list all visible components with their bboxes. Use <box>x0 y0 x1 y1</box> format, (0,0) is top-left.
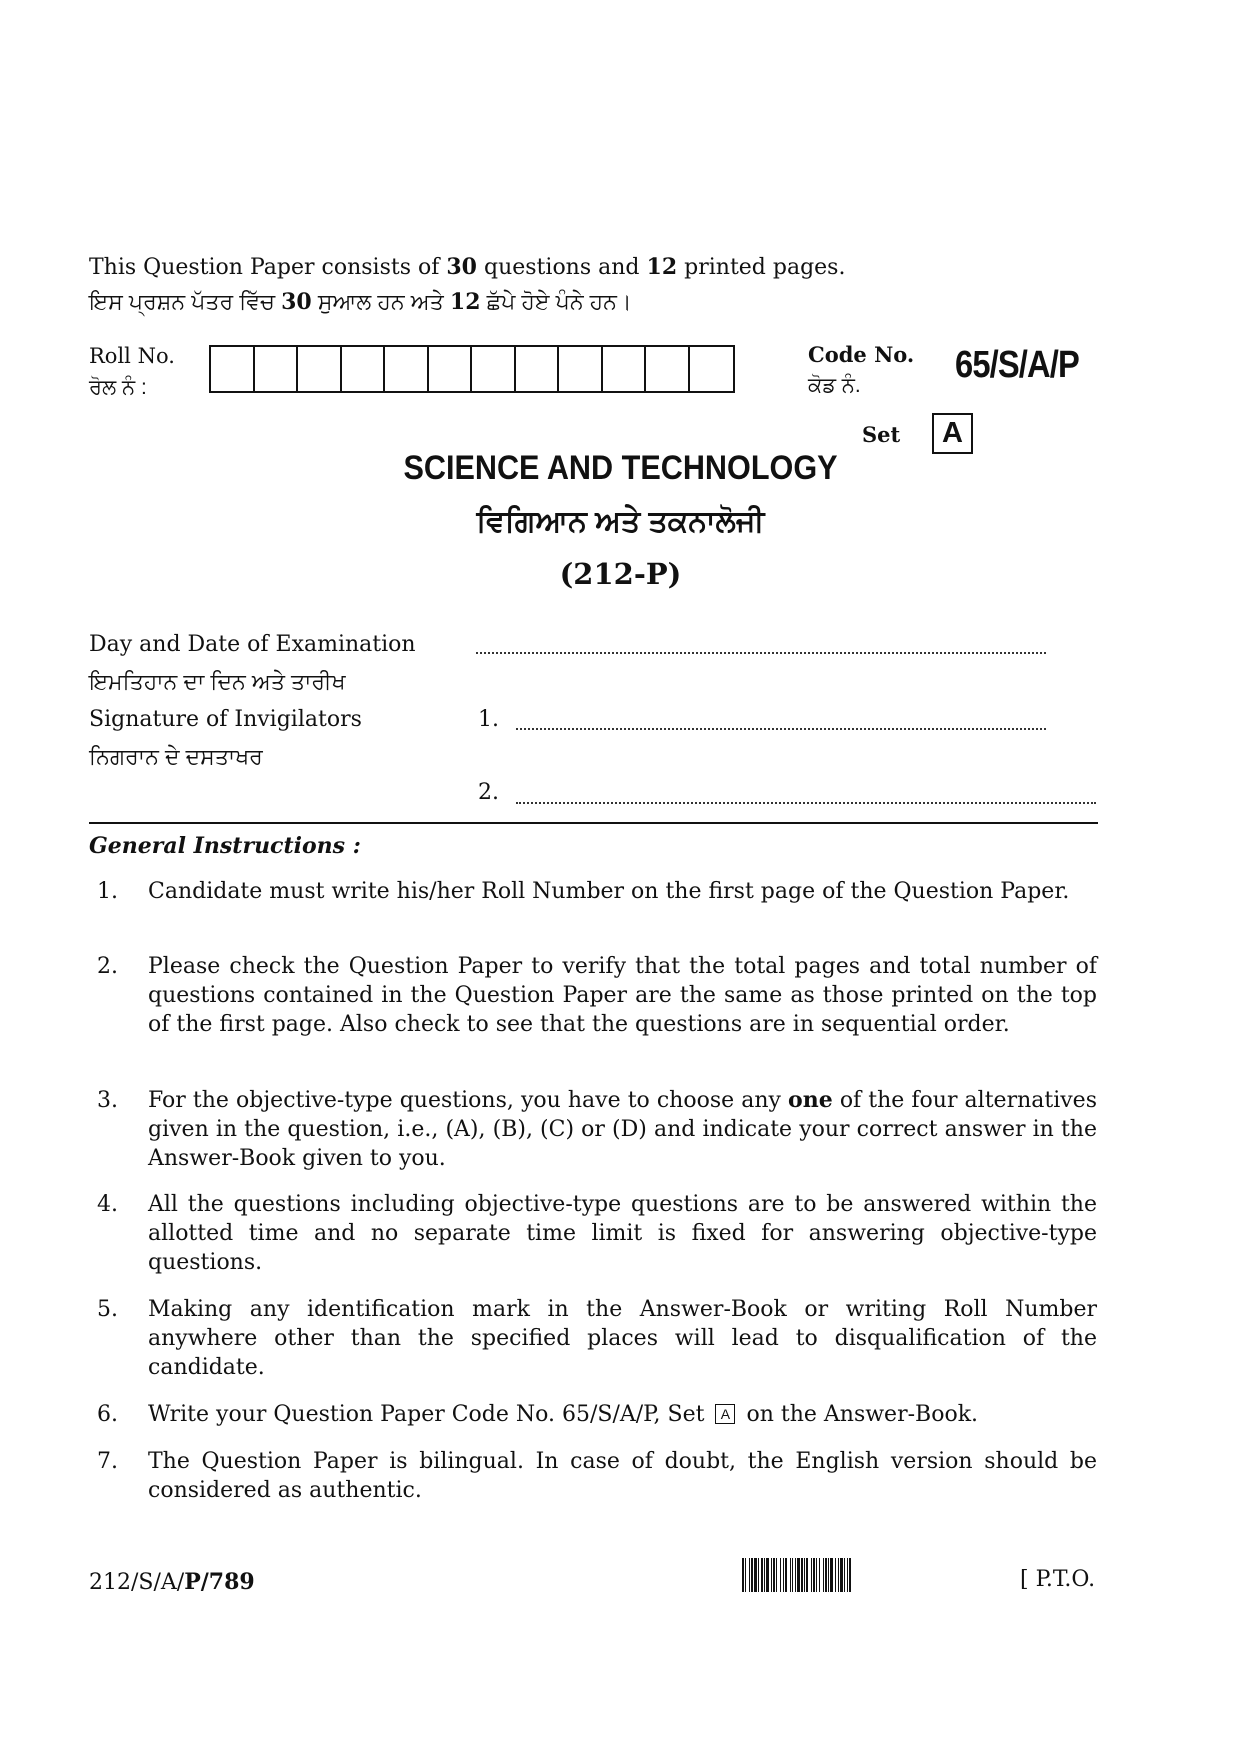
exam-date-label-pa: ਇਮਤਿਹਾਨ ਦਾ ਦਿਨ ਅਤੇ ਤਾਰੀਖ <box>89 669 346 694</box>
roll-number-box[interactable] <box>559 347 603 391</box>
roll-number-box[interactable] <box>472 347 516 391</box>
instruction-item-2: 2. Please check the Question Paper to verify that the total pages and total number of questions contained in the Question Paper are the same as those printed on the top of the first page. Also check to see that the questions are in sequential order. <box>97 954 1097 1037</box>
set-label: Set <box>862 422 901 447</box>
signature-1-line[interactable] <box>516 728 1046 730</box>
set-box-inline: A <box>715 1404 735 1424</box>
roll-number-box[interactable] <box>255 347 299 391</box>
exam-date-label-en: Day and Date of Examination <box>89 632 416 657</box>
question-count-line-pa: ਇਸ ਪ੍ਰਸ਼ਨ ਪੱਤਰ ਵਿੱਚ 30 ਸੁਆਲ ਹਨ ਅਤੇ 12 ਛੱਪੇ ਹੋਏ ਪੰਨੇ ਹਨ। <box>89 289 632 315</box>
instruction-item-5: 5. Making any identification mark in the Answer-Book or writing Roll Number anywhere other than the specified places will lead to disqualification of the candidate. <box>97 1297 1097 1380</box>
exam-date-line[interactable] <box>476 652 1046 654</box>
invigilator-signature-label-en: Signature of Invigilators <box>89 707 362 732</box>
paper-code-footer: 212/S/A/P/789 <box>89 1569 255 1595</box>
signature-2-line[interactable] <box>516 802 1096 804</box>
subject-title-en: SCIENCE AND TECHNOLOGY <box>403 449 838 487</box>
pto-label: [ P.T.O. <box>1020 1567 1096 1592</box>
instruction-item-4: 4. All the questions including objective-type questions are to be answered within the allotted time and no separate time limit is fixed for answering objective-type questions. <box>97 1192 1097 1275</box>
invigilator-signature-label-pa: ਨਿਗਰਾਨ ਦੇ ਦਸਤਾਖਰ <box>89 744 263 769</box>
code-number-label: Code No. ਕੋਡ ਨੰ. <box>808 342 915 397</box>
instruction-item-1: 1. Candidate must write his/her Roll Number on the first page of the Question Paper. <box>97 879 1070 904</box>
roll-number-box[interactable] <box>516 347 560 391</box>
subject-title-pa: ਵਿਗਿਆਨ ਅਤੇ ਤਕਨਾਲੋਜੀ <box>476 505 765 538</box>
barcode-bar <box>851 1558 854 1592</box>
barcode-icon <box>742 1558 1002 1592</box>
roll-number-boxes[interactable] <box>209 345 735 393</box>
instruction-item-3: 3. For the objective-type questions, you have to choose any one of the four alternatives given in the question, i.e., (A), (B), (C) or (D) and indicate your correct answer in the Answer-Book given to you. <box>97 1087 1097 1171</box>
signature-1-number: 1. <box>478 707 499 732</box>
subject-code: (212-P) <box>559 557 682 591</box>
instruction-item-7: 7. The Question Paper is bilingual. In case of doubt, the English version should be considered as authentic. <box>97 1449 1097 1503</box>
question-count-line-en: This Question Paper consists of 30 questions and 12 printed pages. <box>89 254 846 280</box>
set-box: A <box>932 413 973 454</box>
instruction-item-6: 6. Write your Question Paper Code No. 65/S/A/P, Set A on the Answer-Book. <box>97 1402 979 1427</box>
roll-number-box[interactable] <box>690 347 734 391</box>
roll-number-box[interactable] <box>646 347 690 391</box>
roll-number-box[interactable] <box>429 347 473 391</box>
code-number-value: 65/S/A/P <box>955 344 1079 386</box>
section-divider <box>89 822 1098 824</box>
roll-number-box[interactable] <box>298 347 342 391</box>
roll-number-box[interactable] <box>211 347 255 391</box>
roll-number-label: Roll No. ਰੋਲ ਨੰ : <box>89 344 175 399</box>
general-instructions-title: General Instructions : <box>89 833 361 859</box>
roll-number-box[interactable] <box>603 347 647 391</box>
roll-number-box[interactable] <box>385 347 429 391</box>
signature-2-number: 2. <box>478 780 499 805</box>
roll-number-box[interactable] <box>342 347 386 391</box>
